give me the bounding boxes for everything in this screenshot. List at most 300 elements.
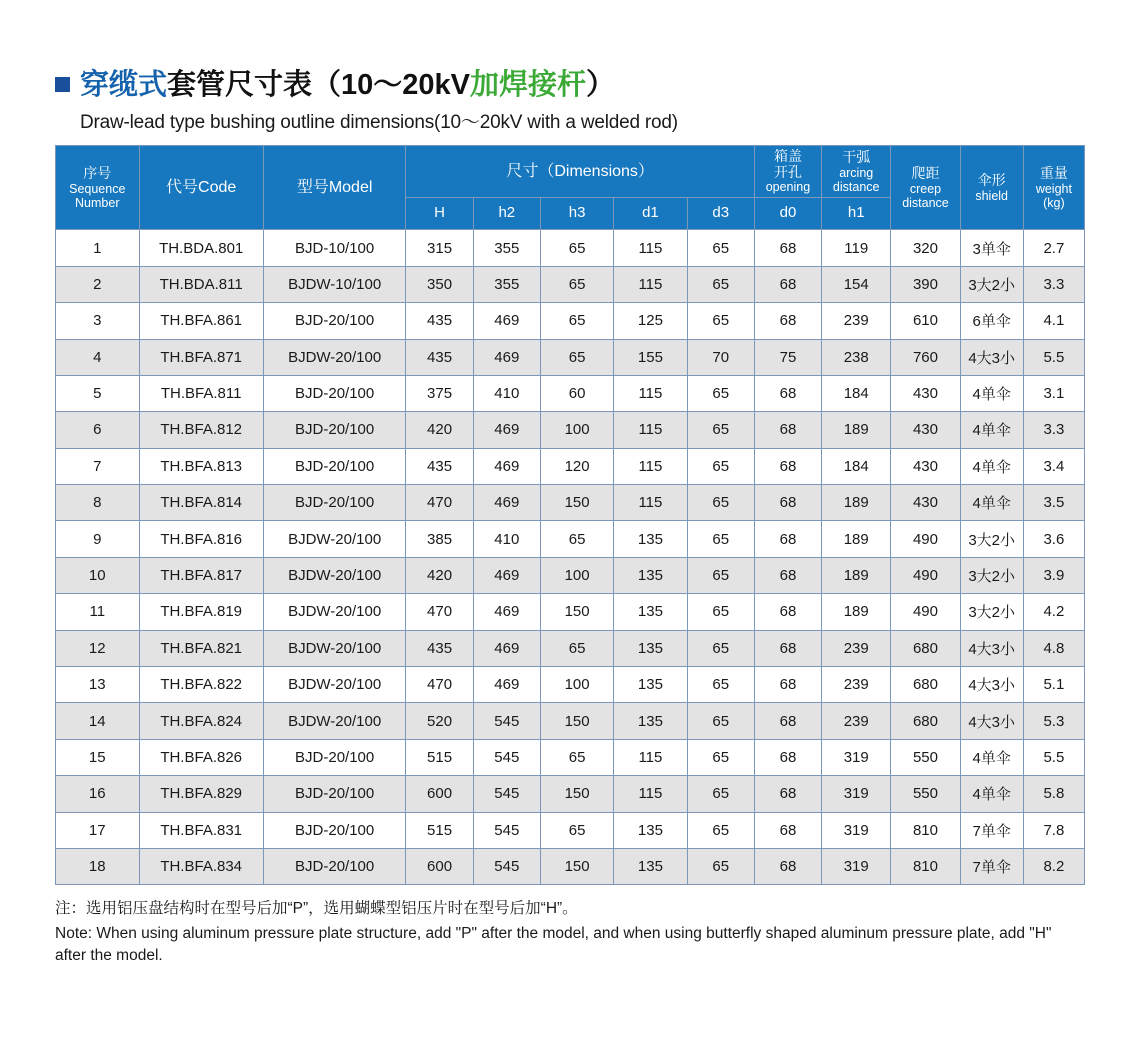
table-cell: 810 xyxy=(891,812,960,848)
table-cell: 4单伞 xyxy=(960,412,1023,448)
table-cell: 490 xyxy=(891,557,960,593)
table-cell: 13 xyxy=(56,667,140,703)
table-cell: 65 xyxy=(687,375,754,411)
table-cell: 469 xyxy=(473,667,540,703)
table-cell: TH.BFA.819 xyxy=(139,594,263,630)
header-sub-d0: d0 xyxy=(754,198,821,230)
header-sub-h2: h2 xyxy=(473,198,540,230)
header-sub-h: H xyxy=(406,198,473,230)
header-shield xyxy=(960,146,1023,230)
table-row xyxy=(56,521,1085,557)
table-cell: 410 xyxy=(473,375,540,411)
header-sequence-cn: 序号 xyxy=(83,164,112,181)
table-cell: 239 xyxy=(822,630,891,666)
table-cell: 3.9 xyxy=(1023,557,1084,593)
table-cell: TH.BFA.817 xyxy=(139,557,263,593)
table-cell: 3大2小 xyxy=(960,521,1023,557)
table-cell: 315 xyxy=(406,230,473,266)
table-cell: 65 xyxy=(687,230,754,266)
table-cell: 3.5 xyxy=(1023,485,1084,521)
table-cell: 5.1 xyxy=(1023,667,1084,703)
table-cell: 3 xyxy=(56,303,140,339)
table-cell: 11 xyxy=(56,594,140,630)
table-cell: 4单伞 xyxy=(960,776,1023,812)
table-row xyxy=(56,448,1085,484)
table-cell: 135 xyxy=(614,703,687,739)
table-cell: 115 xyxy=(614,485,687,521)
table-cell: 810 xyxy=(891,848,960,884)
table-cell: 470 xyxy=(406,667,473,703)
table-cell: 125 xyxy=(614,303,687,339)
table-cell: 120 xyxy=(540,448,613,484)
table-cell: BJDW-20/100 xyxy=(263,703,406,739)
table-cell: 6单伞 xyxy=(960,303,1023,339)
table-cell: TH.BFA.824 xyxy=(139,703,263,739)
table-cell: 68 xyxy=(754,521,821,557)
table-cell: 68 xyxy=(754,594,821,630)
table-cell: 390 xyxy=(891,266,960,302)
table-cell: 115 xyxy=(614,412,687,448)
table-cell: 760 xyxy=(891,339,960,375)
table-cell: 435 xyxy=(406,630,473,666)
header-opening-cn1: 箱盖 xyxy=(773,148,802,164)
table-cell: 68 xyxy=(754,812,821,848)
table-cell: 545 xyxy=(473,848,540,884)
table-cell: 545 xyxy=(473,812,540,848)
table-cell: 65 xyxy=(540,812,613,848)
table-cell: 385 xyxy=(406,521,473,557)
table-cell: BJD-20/100 xyxy=(263,776,406,812)
table-cell: 7.8 xyxy=(1023,812,1084,848)
table-cell: TH.BFA.813 xyxy=(139,448,263,484)
table-cell: 65 xyxy=(687,848,754,884)
table-cell: 60 xyxy=(540,375,613,411)
table-cell: 469 xyxy=(473,485,540,521)
table-cell: BJDW-20/100 xyxy=(263,594,406,630)
table-cell: 550 xyxy=(891,739,960,775)
table-cell: 435 xyxy=(406,339,473,375)
table-cell: BJDW-20/100 xyxy=(263,521,406,557)
table-cell: 68 xyxy=(754,266,821,302)
table-cell: 68 xyxy=(754,739,821,775)
table-cell: 8 xyxy=(56,485,140,521)
table-cell: 4 xyxy=(56,339,140,375)
table-cell: 155 xyxy=(614,339,687,375)
table-cell: 3.6 xyxy=(1023,521,1084,557)
dimensions-table xyxy=(55,145,1085,885)
header-opening xyxy=(754,146,821,198)
table-cell: 320 xyxy=(891,230,960,266)
table-cell: 115 xyxy=(614,739,687,775)
table-cell: 17 xyxy=(56,812,140,848)
table-cell: BJD-20/100 xyxy=(263,848,406,884)
table-row xyxy=(56,303,1085,339)
table-cell: 65 xyxy=(687,812,754,848)
table-header xyxy=(56,146,1085,230)
table-cell: 355 xyxy=(473,266,540,302)
header-sequence xyxy=(56,146,140,230)
table-cell: 5.5 xyxy=(1023,739,1084,775)
table-cell: 5.8 xyxy=(1023,776,1084,812)
header-weight-cn: 重量 xyxy=(1039,164,1068,181)
table-cell: 15 xyxy=(56,739,140,775)
table-cell: 100 xyxy=(540,412,613,448)
table-cell: 4.8 xyxy=(1023,630,1084,666)
table-cell: 68 xyxy=(754,485,821,521)
table-cell: 319 xyxy=(822,812,891,848)
table-cell: 135 xyxy=(614,667,687,703)
table-cell: 4.2 xyxy=(1023,594,1084,630)
table-cell: 1 xyxy=(56,230,140,266)
table-cell: 14 xyxy=(56,703,140,739)
table-cell: BJD-20/100 xyxy=(263,812,406,848)
header-creep xyxy=(891,146,960,230)
table-cell: 2.7 xyxy=(1023,230,1084,266)
table-cell: TH.BFA.822 xyxy=(139,667,263,703)
table-cell: 68 xyxy=(754,557,821,593)
header-opening-en: opening xyxy=(765,180,811,195)
table-cell: 470 xyxy=(406,594,473,630)
table-cell: 115 xyxy=(614,448,687,484)
table-cell: 4大3小 xyxy=(960,630,1023,666)
table-cell: 545 xyxy=(473,776,540,812)
table-cell: 68 xyxy=(754,230,821,266)
table-cell: 65 xyxy=(687,557,754,593)
table-cell: 65 xyxy=(687,739,754,775)
table-header-row-1 xyxy=(56,146,1085,198)
table-cell: 65 xyxy=(687,521,754,557)
table-cell: 184 xyxy=(822,375,891,411)
table-cell: 3.3 xyxy=(1023,266,1084,302)
table-cell: 355 xyxy=(473,230,540,266)
table-cell: 5.3 xyxy=(1023,703,1084,739)
header-weight xyxy=(1023,146,1084,230)
table-cell: 430 xyxy=(891,448,960,484)
table-cell: 65 xyxy=(687,412,754,448)
table-cell: 65 xyxy=(540,630,613,666)
table-row xyxy=(56,594,1085,630)
header-creep-en1: creep xyxy=(909,181,942,196)
table-cell: BJD-20/100 xyxy=(263,375,406,411)
table-cell: 65 xyxy=(687,266,754,302)
table-cell: 150 xyxy=(540,485,613,521)
table-cell: 469 xyxy=(473,303,540,339)
table-cell: 150 xyxy=(540,776,613,812)
header-sub-h1: h1 xyxy=(822,198,891,230)
table-cell: 3.1 xyxy=(1023,375,1084,411)
table-row xyxy=(56,339,1085,375)
table-cell: 515 xyxy=(406,812,473,848)
table-cell: 189 xyxy=(822,485,891,521)
table-cell: 239 xyxy=(822,667,891,703)
table-cell: 469 xyxy=(473,630,540,666)
table-cell: 68 xyxy=(754,448,821,484)
table-cell: 3大2小 xyxy=(960,266,1023,302)
title-english: Draw-lead type bushing outline dimensions(10～20kV with a welded rod) xyxy=(80,112,678,133)
table-cell: 4单伞 xyxy=(960,485,1023,521)
table-cell: 469 xyxy=(473,339,540,375)
table-cell: 350 xyxy=(406,266,473,302)
table-cell: 135 xyxy=(614,557,687,593)
table-row xyxy=(56,812,1085,848)
table-cell: 150 xyxy=(540,848,613,884)
table-cell: 68 xyxy=(754,412,821,448)
table-row xyxy=(56,266,1085,302)
table-cell: 65 xyxy=(540,230,613,266)
table-cell: 8.2 xyxy=(1023,848,1084,884)
header-arcing-en1: arcing xyxy=(839,165,874,180)
table-cell: 550 xyxy=(891,776,960,812)
header-model: 型号Model xyxy=(263,146,406,230)
title-chinese-part2: 套管尺寸表（10～20kV xyxy=(167,69,471,101)
table-cell: 319 xyxy=(822,848,891,884)
table-cell: BJDW-20/100 xyxy=(263,339,406,375)
title-chinese-highlight: 加焊接杆 xyxy=(470,69,587,101)
table-row xyxy=(56,630,1085,666)
table-cell: 65 xyxy=(687,630,754,666)
table-cell: 490 xyxy=(891,521,960,557)
table-cell: 68 xyxy=(754,303,821,339)
header-shield-en: shield xyxy=(975,188,1009,203)
table-cell: 600 xyxy=(406,776,473,812)
table-cell: 75 xyxy=(754,339,821,375)
table-cell: 4.1 xyxy=(1023,303,1084,339)
table-cell: BJDW-20/100 xyxy=(263,667,406,703)
header-dimensions: 尺寸（Dimensions） xyxy=(406,146,754,198)
note-english: Note: When using aluminum pressure plate structure, add "P" after the model, and when using butterfly shaped aluminum pressure plate, add "H" after the model. xyxy=(55,924,1052,965)
table-cell: 10 xyxy=(56,557,140,593)
table-cell: 490 xyxy=(891,594,960,630)
table-cell: 4大3小 xyxy=(960,703,1023,739)
table-cell: 65 xyxy=(687,703,754,739)
table-cell: 610 xyxy=(891,303,960,339)
table-row xyxy=(56,848,1085,884)
title-chinese-part1: 穿缆式 xyxy=(80,69,168,101)
header-weight-en1: weight xyxy=(1035,181,1072,196)
table-cell: 2 xyxy=(56,266,140,302)
table-cell: 115 xyxy=(614,776,687,812)
table-cell: 135 xyxy=(614,812,687,848)
table-cell: BJD-10/100 xyxy=(263,230,406,266)
table-cell: 469 xyxy=(473,448,540,484)
table-cell: TH.BFA.861 xyxy=(139,303,263,339)
table-cell: 680 xyxy=(891,667,960,703)
table-cell: BJDW-20/100 xyxy=(263,630,406,666)
table-cell: 115 xyxy=(614,230,687,266)
table-cell: 3.4 xyxy=(1023,448,1084,484)
table-cell: 5.5 xyxy=(1023,339,1084,375)
table-cell: 16 xyxy=(56,776,140,812)
table-cell: 150 xyxy=(540,594,613,630)
table-row xyxy=(56,667,1085,703)
header-opening-cn2: 开孔 xyxy=(773,163,802,180)
header-sequence-en1: Sequence xyxy=(69,181,126,196)
title-chinese xyxy=(80,62,615,103)
table-cell: 68 xyxy=(754,776,821,812)
header-creep-cn: 爬距 xyxy=(911,164,940,181)
table-cell: TH.BFA.816 xyxy=(139,521,263,557)
square-bullet-icon xyxy=(55,77,70,92)
table-cell: 65 xyxy=(687,485,754,521)
table-cell: 600 xyxy=(406,848,473,884)
table-cell: 189 xyxy=(822,557,891,593)
header-arcing-cn: 干弧 xyxy=(842,148,871,165)
table-cell: 65 xyxy=(540,266,613,302)
table-cell: 9 xyxy=(56,521,140,557)
table-cell: 680 xyxy=(891,703,960,739)
table-cell: 7单伞 xyxy=(960,848,1023,884)
table-cell: TH.BFA.814 xyxy=(139,485,263,521)
table-row xyxy=(56,412,1085,448)
table-cell: 12 xyxy=(56,630,140,666)
header-sequence-en2: Number xyxy=(75,195,120,210)
table-cell: 135 xyxy=(614,594,687,630)
page-title xyxy=(55,62,1085,103)
table-cell: 135 xyxy=(614,521,687,557)
table-cell: TH.BFA.831 xyxy=(139,812,263,848)
title-chinese-part3: ） xyxy=(586,69,616,101)
header-shield-cn: 伞形 xyxy=(977,171,1006,188)
table-cell: 70 xyxy=(687,339,754,375)
table-cell: BJD-20/100 xyxy=(263,485,406,521)
table-cell: 3大2小 xyxy=(960,594,1023,630)
table-cell: 470 xyxy=(406,485,473,521)
header-arcing-en2: distance xyxy=(832,179,880,194)
table-cell: 6 xyxy=(56,412,140,448)
table-cell: 430 xyxy=(891,412,960,448)
table-cell: 435 xyxy=(406,303,473,339)
table-cell: 680 xyxy=(891,630,960,666)
table-cell: 3.3 xyxy=(1023,412,1084,448)
table-cell: 115 xyxy=(614,375,687,411)
table-cell: 68 xyxy=(754,667,821,703)
table-row xyxy=(56,485,1085,521)
table-cell: 319 xyxy=(822,776,891,812)
table-cell: 189 xyxy=(822,594,891,630)
table-cell: 154 xyxy=(822,266,891,302)
table-cell: TH.BFA.821 xyxy=(139,630,263,666)
table-row xyxy=(56,375,1085,411)
table-cell: 239 xyxy=(822,703,891,739)
table-cell: 435 xyxy=(406,448,473,484)
table-cell: 65 xyxy=(540,339,613,375)
table-cell: 7单伞 xyxy=(960,812,1023,848)
table-cell: 65 xyxy=(540,303,613,339)
table-cell: 3单伞 xyxy=(960,230,1023,266)
table-row xyxy=(56,557,1085,593)
table-cell: 410 xyxy=(473,521,540,557)
table-cell: TH.BFA.812 xyxy=(139,412,263,448)
table-cell: 150 xyxy=(540,703,613,739)
header-creep-en2: distance xyxy=(902,195,949,210)
table-cell: 119 xyxy=(822,230,891,266)
header-sub-h3: h3 xyxy=(540,198,613,230)
table-cell: 4大3小 xyxy=(960,339,1023,375)
table-cell: 3大2小 xyxy=(960,557,1023,593)
table-cell: 420 xyxy=(406,412,473,448)
table-cell: BJD-20/100 xyxy=(263,303,406,339)
table-cell: TH.BFA.834 xyxy=(139,848,263,884)
table-row xyxy=(56,776,1085,812)
table-cell: 184 xyxy=(822,448,891,484)
table-cell: 189 xyxy=(822,521,891,557)
table-cell: 469 xyxy=(473,412,540,448)
table-cell: 18 xyxy=(56,848,140,884)
table-cell: 65 xyxy=(687,448,754,484)
table-cell: TH.BFA.811 xyxy=(139,375,263,411)
table-cell: 68 xyxy=(754,703,821,739)
table-cell: 5 xyxy=(56,375,140,411)
table-cell: 520 xyxy=(406,703,473,739)
table-cell: BJDW-20/100 xyxy=(263,557,406,593)
table-cell: BJD-20/100 xyxy=(263,412,406,448)
table-cell: TH.BDA.801 xyxy=(139,230,263,266)
table-row xyxy=(56,230,1085,266)
table-cell: 430 xyxy=(891,485,960,521)
header-code: 代号Code xyxy=(139,146,263,230)
table-cell: 469 xyxy=(473,557,540,593)
table-row xyxy=(56,703,1085,739)
table-cell: 4大3小 xyxy=(960,667,1023,703)
table-cell: BJDW-10/100 xyxy=(263,266,406,302)
table-cell: 68 xyxy=(754,848,821,884)
table-cell: 135 xyxy=(614,630,687,666)
table-cell: 65 xyxy=(540,521,613,557)
header-sub-d1: d1 xyxy=(614,198,687,230)
table-cell: 515 xyxy=(406,739,473,775)
table-cell: BJD-20/100 xyxy=(263,739,406,775)
table-cell: 375 xyxy=(406,375,473,411)
table-cell: 4单伞 xyxy=(960,375,1023,411)
table-cell: 238 xyxy=(822,339,891,375)
table-cell: 545 xyxy=(473,739,540,775)
table-row xyxy=(56,739,1085,775)
table-cell: 115 xyxy=(614,266,687,302)
table-cell: TH.BFA.826 xyxy=(139,739,263,775)
table-cell: 545 xyxy=(473,703,540,739)
table-cell: TH.BFA.871 xyxy=(139,339,263,375)
notes-block xyxy=(55,898,1085,967)
table-body xyxy=(56,230,1085,885)
table-cell: 420 xyxy=(406,557,473,593)
table-cell: 430 xyxy=(891,375,960,411)
table-cell: 135 xyxy=(614,848,687,884)
header-arcing xyxy=(822,146,891,198)
table-cell: 65 xyxy=(540,739,613,775)
table-cell: TH.BDA.811 xyxy=(139,266,263,302)
table-cell: 100 xyxy=(540,667,613,703)
header-weight-en2: (kg) xyxy=(1043,195,1065,210)
table-cell: 65 xyxy=(687,303,754,339)
table-cell: BJD-20/100 xyxy=(263,448,406,484)
table-cell: 65 xyxy=(687,776,754,812)
table-cell: 4单伞 xyxy=(960,739,1023,775)
table-cell: 68 xyxy=(754,375,821,411)
table-cell: 469 xyxy=(473,594,540,630)
table-cell: 319 xyxy=(822,739,891,775)
note-chinese: 注：选用铝压盘结构时在型号后加“P”，选用蝴蝶型铝压片时在型号后加“H”。 xyxy=(55,900,578,918)
table-cell: 239 xyxy=(822,303,891,339)
header-sub-d3: d3 xyxy=(687,198,754,230)
table-cell: 7 xyxy=(56,448,140,484)
table-cell: 68 xyxy=(754,630,821,666)
table-cell: 65 xyxy=(687,594,754,630)
table-cell: 4单伞 xyxy=(960,448,1023,484)
table-cell: 100 xyxy=(540,557,613,593)
table-cell: 65 xyxy=(687,667,754,703)
table-cell: 189 xyxy=(822,412,891,448)
table-cell: TH.BFA.829 xyxy=(139,776,263,812)
